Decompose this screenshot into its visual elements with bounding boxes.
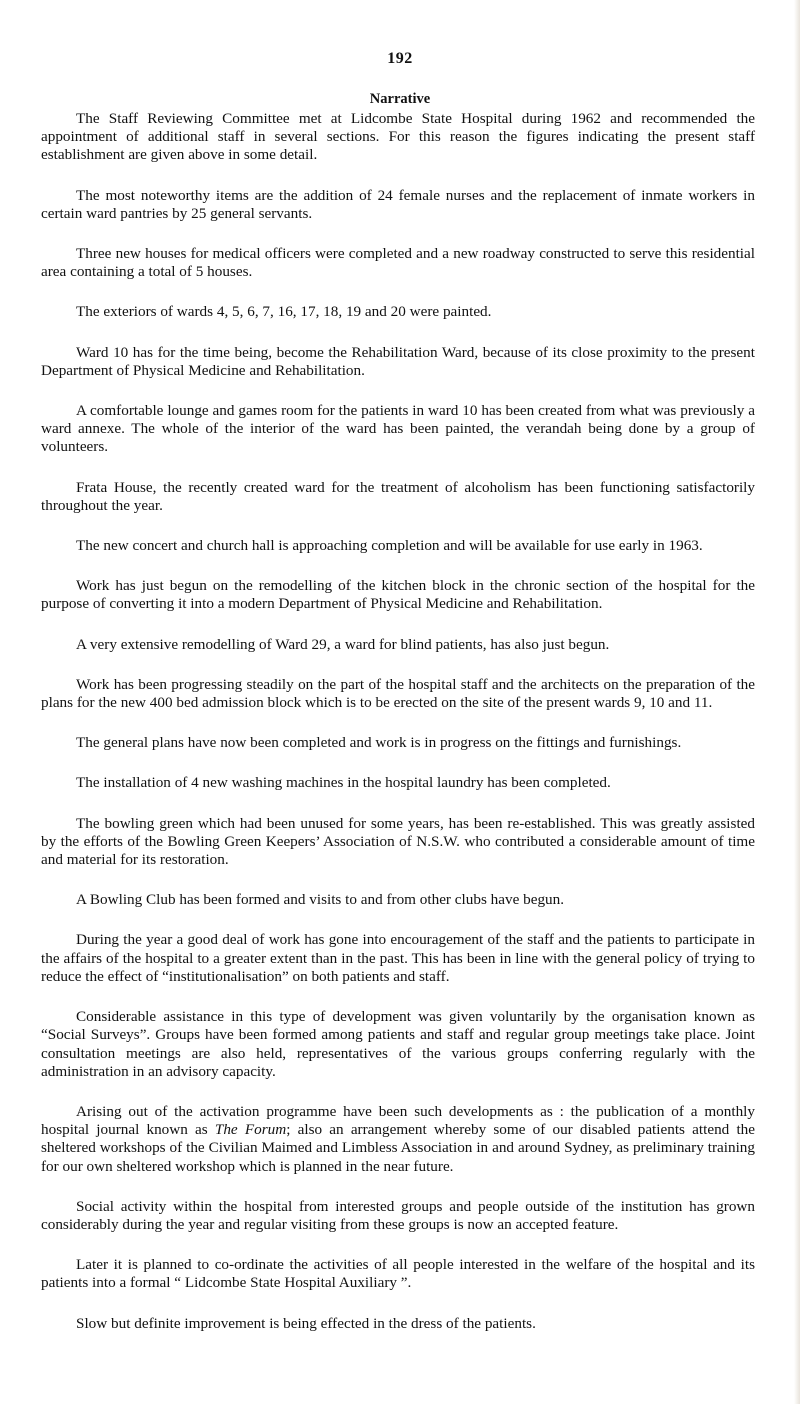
paragraph: A very extensive remodelling of Ward 29, a ward for blind patients, has also just begun. [76,635,610,653]
forum-text-before: Arising out of the activation programme have been such developments as : the publication of a monthly hospital journal known as [41,1102,755,1139]
paragraph: Ward 10 has for the time being, become the Rehabilitation Ward, because of its close proximity to the present Department of Physical Medicine and Rehabilitation. [41,343,755,379]
paragraph: Social activity within the hospital from interested groups and people outside of the institution has grown considerably during the year and regular visiting from these groups is now an accepted feature. [41,1197,755,1233]
paragraph: A comfortable lounge and games room for the patients in ward 10 has been created from what was previously a ward annexe. The whole of the interior of the ward has been painted, the verandah being done by a group of volunteers. [41,402,755,456]
paragraph: Considerable assistance in this type of development was given voluntarily by the organisation known as “Social Surveys”. Groups have been formed among patients and staff and regular group meetings take place. Joint consultation meetings are also held, representatives of the various groups conferring regularly with the administration in an advisory capacity. [41,1008,755,1080]
page-edge-shadow [794,0,800,1404]
paragraph: A Bowling Club has been formed and visits to and from other clubs have begun. [76,891,565,909]
paragraph: Three new houses for medical officers were completed and a new roadway constructed to serve this residential area containing a total of 5 houses. [41,245,755,281]
paragraph: Later it is planned to co-ordinate the activities of all people interested in the welfare of the hospital and its patients into a formal “ Lidcombe State Hospital Auxiliary ”. [41,1256,755,1292]
paragraph: Work has just begun on the remodelling of the kitchen block in the chronic section of the hospital for the purpose of converting it into a modern Department of Physical Medicine and Rehabilitation. [41,577,755,613]
forum-journal-title: The Forum [214,1121,287,1139]
paragraph: The Staff Reviewing Committee met at Lidcombe State Hospital during 1962 and recommended the appointment of additional staff in several sections. For this reason the figures indicating the present staff establishment are given above in some detail. [41,110,755,164]
page-number: 192 [387,50,413,67]
forum-text-after: ; also an arrangement whereby some of our disabled patients attend the sheltered workshops of the Civilian Maimed and Limbless Association in and around Sydney, as preliminary training for our own sheltered workshop which is planned in the near future. [41,1121,756,1175]
paragraph: Work has been progressing steadily on the part of the hospital staff and the architects on the preparation of the plans for the new 400 bed admission block which is to be erected on the site of the present wards 9, 10 and 11. [41,675,755,712]
paragraph: The exteriors of wards 4, 5, 6, 7, 16, 17, 18, 19 and 20 were painted. [76,303,492,321]
section-heading: Narrative [369,91,431,107]
paragraph-forum [41,1103,755,1176]
paragraph: Slow but definite improvement is being effected in the dress of the patients. [76,1314,536,1332]
paragraph: The general plans have now been completed and work is in progress on the fittings and furnishings. [76,734,682,752]
paragraph: The installation of 4 new washing machines in the hospital laundry has been completed. [76,774,611,792]
paragraph: Frata House, the recently created ward for the treatment of alcoholism has been functioning satisfactorily throughout the year. [41,478,755,514]
paragraph: The most noteworthy items are the addition of 24 female nurses and the replacement of inmate workers in certain ward pantries by 25 general servants. [41,186,755,222]
paragraph: The bowling green which had been unused for some years, has been re-established. This was greatly assisted by the efforts of the Bowling Green Keepers’ Association of N.S.W. who contributed a considerable amount of time and material for its restoration. [41,814,755,869]
paragraph: During the year a good deal of work has gone into encouragement of the staff and the patients to participate in the affairs of the hospital to a greater extent than in the past. This has been in line with the general policy of trying to reduce the effect of “institutionalisation” on both patients and staff. [41,931,755,985]
narrative-body [41,110,755,1355]
paragraph: The new concert and church hall is approaching completion and will be available for use early in 1963. [76,537,703,555]
